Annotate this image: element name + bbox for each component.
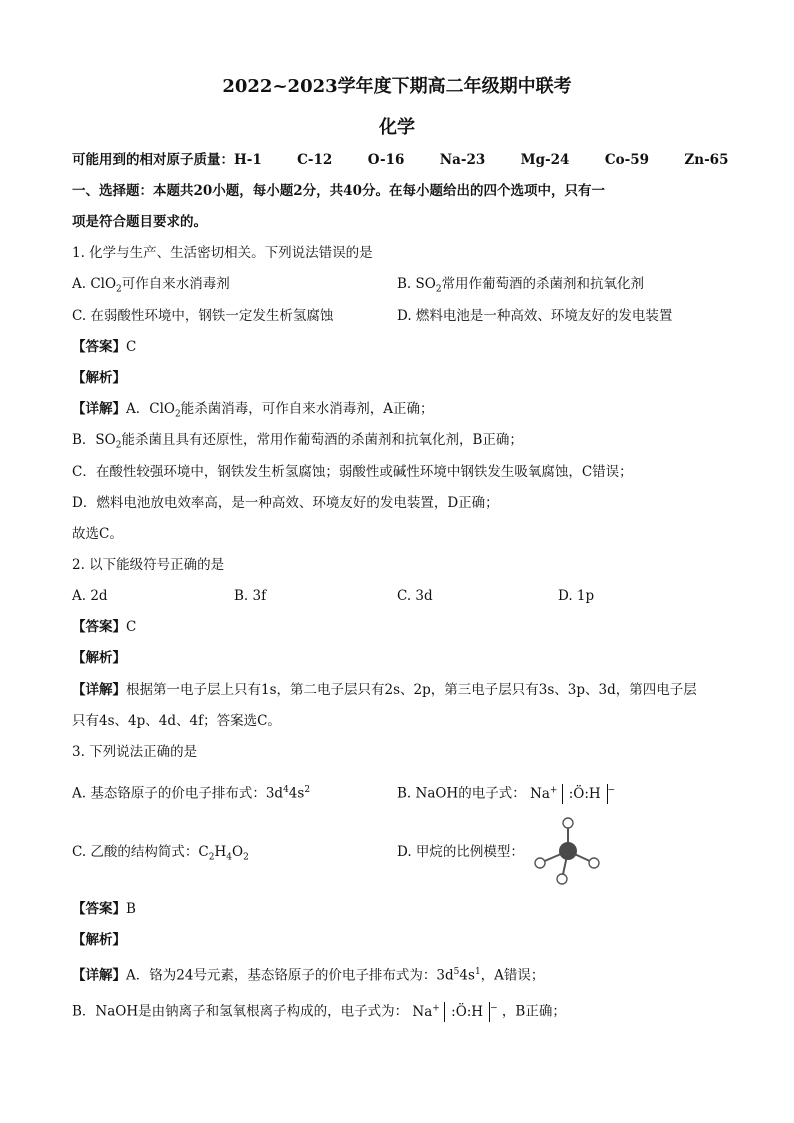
- section-heading-line2: 项是符合题目要求的。: [72, 214, 207, 230]
- q3-answer: 【答案】B: [72, 901, 136, 917]
- q1-analysis-label: 【解析】: [72, 370, 126, 386]
- atomic-mass-o: O-16: [367, 152, 405, 168]
- q1-option-a: A. ClO$_2$可作自来水消毒剂: [72, 276, 230, 295]
- q1-answer: 【答案】C: [72, 339, 137, 355]
- q2-detail-line2: 只有4s、4p、4d、4f；答案选C。: [72, 713, 281, 729]
- q2-option-d: D. 1p: [558, 588, 595, 604]
- q2-answer: 【答案】C: [72, 619, 137, 635]
- q1-stem: 1. 化学与生产、生活密切相关。下列说法错误的是: [72, 245, 373, 261]
- q1-detail-c: C．在酸性较强环境中，钢铁发生析氢腐蚀；弱酸性或碱性环境中钢铁发生吸氧腐蚀，C错误；: [72, 464, 633, 480]
- q2-option-a: A. 2d: [72, 588, 108, 604]
- q3-analysis-label: 【解析】: [72, 932, 126, 948]
- q2-stem: 2. 以下能级符号正确的是: [72, 557, 225, 573]
- q1-option-d: D. 燃料电池是一种高效、环境友好的发电装置: [397, 308, 673, 324]
- atomic-mass-line: [72, 150, 728, 170]
- q1-option-c: C. 在弱酸性环境中，钢铁一定发生析氢腐蚀: [72, 308, 334, 324]
- atomic-mass-na: Na-23: [439, 152, 486, 168]
- q3-option-d: D. 甲烷的比例模型：: [397, 844, 524, 860]
- q1-detail-b: B．$SO_2$能杀菌且具有还原性，常用作葡萄酒的杀菌剂和抗氧化剂，B正确；: [72, 432, 523, 451]
- q2-option-c: C. 3d: [397, 588, 433, 604]
- naoh-electron-formula-2: Na+ :Ö:H −: [412, 1003, 498, 1020]
- atomic-mass-c: C-12: [297, 152, 333, 168]
- q2-detail-line1: 【详解】根据第一电子层上只有1s，第二电子层只有2s、2p，第三电子层只有3s、3p、3d，第四电子层: [72, 682, 697, 698]
- naoh-electron-formula: Na+ :Ö:H −: [530, 785, 616, 802]
- q2-option-b: B. 3f: [234, 588, 267, 604]
- q3-stem: 3. 下列说法正确的是: [72, 744, 198, 760]
- q1-detail-a: 【详解】A．ClO$_2$能杀菌消毒，可作自来水消毒剂，A正确；: [72, 401, 434, 420]
- q3-option-a: A. 基态铬原子的价电子排布式：$3d^44s^2$: [72, 785, 311, 802]
- subject-title: 化学: [379, 117, 415, 138]
- atomic-mass-intro: 可能用到的相对原子质量：H-1: [72, 152, 262, 168]
- q3-option-b: B. NaOH的电子式： Na+ :Ö:H −: [397, 785, 616, 802]
- exam-title: 2022~2023学年度下期高二年级期中联考: [222, 76, 572, 97]
- atomic-mass-co: Co-59: [604, 152, 649, 168]
- methane-model-image: [530, 815, 602, 887]
- q3-detail-b: B．NaOH是由钠离子和氢氧根离子构成的，电子式为： Na+ :Ö:H − ，B正确；: [72, 1003, 566, 1020]
- q3-option-c: C. 乙酸的结构简式：$C_2H_4O_2$: [72, 844, 249, 863]
- section-heading-line1: 一、选择题：本题共20小题，每小题2分，共40分。在每小题给出的四个选项中，只有一: [72, 183, 605, 199]
- atomic-mass-zn: Zn-65: [684, 152, 729, 168]
- q1-conclusion: 故选C。: [72, 526, 123, 542]
- q1-detail-d: D．燃料电池放电效率高，是一种高效、环境友好的发电装置，D正确；: [72, 495, 499, 511]
- q3-detail-a: 【详解】A．铬为24号元素，基态铬原子的价电子排布式为：$3d^54s^1$，A错误；: [72, 967, 545, 984]
- q1-option-b: B. $SO_2$常用作葡萄酒的杀菌剂和抗氧化剂: [397, 276, 645, 295]
- q2-analysis-label: 【解析】: [72, 650, 126, 666]
- atomic-mass-mg: Mg-24: [520, 152, 570, 168]
